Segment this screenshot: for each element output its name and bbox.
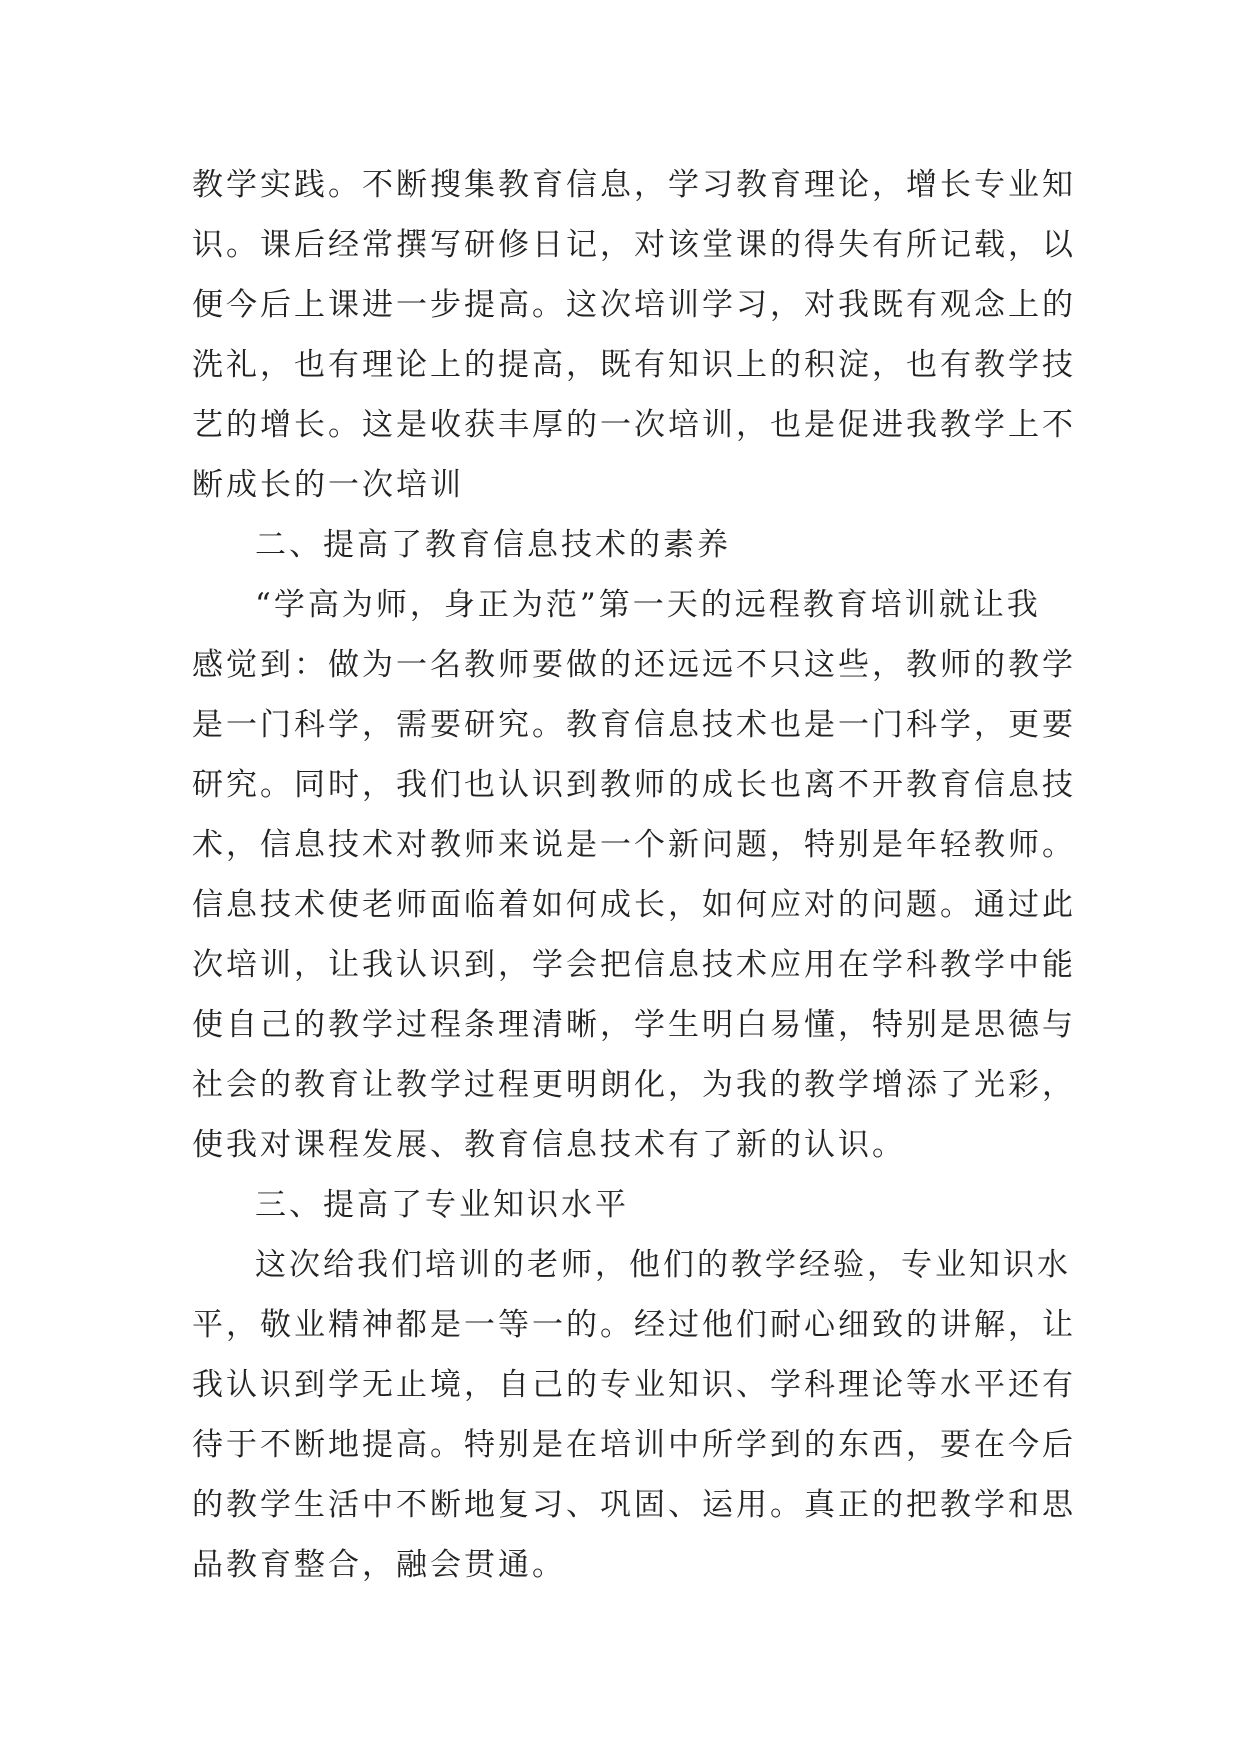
paragraph-line: 品教育整合，融会贯通。 bbox=[192, 1547, 566, 1583]
document-body bbox=[192, 155, 1076, 1595]
paragraph-line: 艺的增长。这是收获丰厚的一次培训，也是促进我教学上不 bbox=[192, 407, 1076, 443]
paragraph-line: 平，敬业精神都是一等一的。经过他们耐心细致的讲解，让 bbox=[192, 1307, 1076, 1343]
paragraph-line: 次培训，让我认识到，学会把信息技术应用在学科教学中能 bbox=[192, 947, 1076, 983]
paragraph-line: 我认识到学无止境，自己的专业知识、学科理论等水平还有 bbox=[192, 1367, 1076, 1403]
paragraph-line: 洗礼，也有理论上的提高，既有知识上的积淀，也有教学技 bbox=[192, 347, 1076, 383]
paragraph-line: 社会的教育让教学过程更明朗化，为我的教学增添了光彩， bbox=[192, 1067, 1076, 1103]
paragraph-line: 识。课后经常撰写研修日记，对该堂课的得失有所记载，以 bbox=[192, 227, 1076, 263]
paragraph-line: 断成长的一次培训 bbox=[192, 467, 464, 503]
paragraph-line: 信息技术使老师面临着如何成长，如何应对的问题。通过此 bbox=[192, 887, 1076, 923]
section-heading: 二、提高了教育信息技术的素养 bbox=[255, 527, 731, 563]
paragraph-line: 的教学生活中不断地复习、巩固、运用。真正的把教学和思 bbox=[192, 1487, 1076, 1523]
paragraph-line: 研究。同时，我们也认识到教师的成长也离不开教育信息技 bbox=[192, 767, 1076, 803]
paragraph-line: “学高为师，身正为范”第一天的远程教育培训就让我 bbox=[255, 587, 1041, 623]
paragraph-line: 使自己的教学过程条理清晰，学生明白易懂，特别是思德与 bbox=[192, 1007, 1076, 1043]
paragraph-line: 使我对课程发展、教育信息技术有了新的认识。 bbox=[192, 1127, 906, 1163]
section-heading: 三、提高了专业知识水平 bbox=[255, 1187, 629, 1223]
paragraph-line: 感觉到：做为一名教师要做的还远远不只这些，教师的教学 bbox=[192, 647, 1076, 683]
paragraph-line: 术，信息技术对教师来说是一个新问题，特别是年轻教师。 bbox=[192, 827, 1076, 863]
paragraph-line: 便今后上课进一步提高。这次培训学习，对我既有观念上的 bbox=[192, 287, 1076, 323]
paragraph-line: 待于不断地提高。特别是在培训中所学到的东西，要在今后 bbox=[192, 1427, 1076, 1463]
paragraph-line: 这次给我们培训的老师，他们的教学经验，专业知识水 bbox=[255, 1247, 1071, 1283]
paragraph-line: 是一门科学，需要研究。教育信息技术也是一门科学，更要 bbox=[192, 707, 1076, 743]
paragraph-line: 教学实践。不断搜集教育信息，学习教育理论，增长专业知 bbox=[192, 167, 1076, 203]
